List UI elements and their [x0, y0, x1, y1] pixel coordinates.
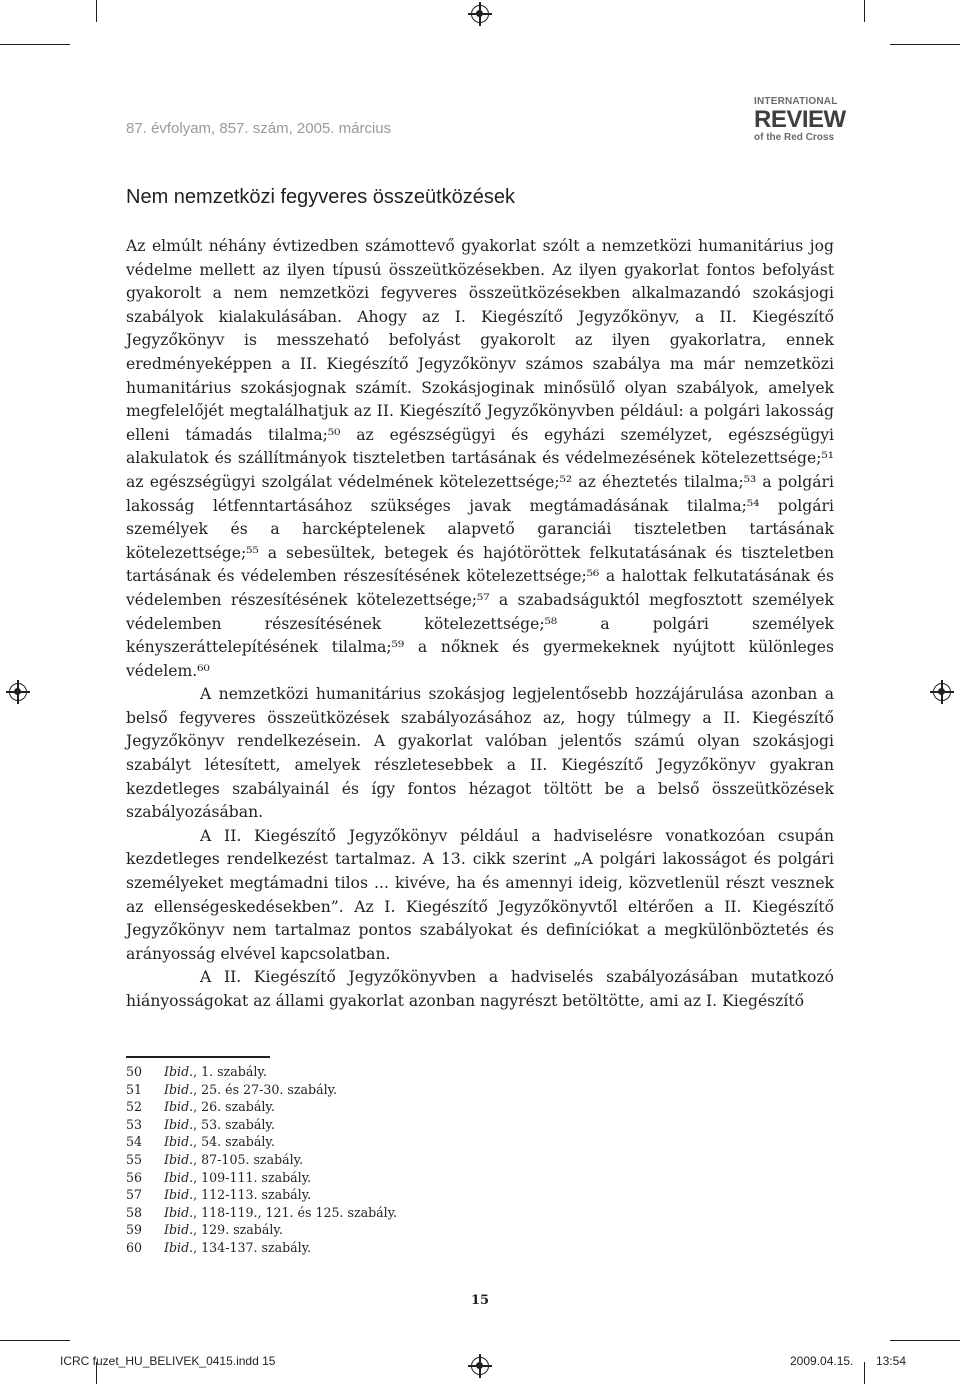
footnote [126, 1186, 397, 1204]
paragraph-1: Az elmúlt néhány évtizedben számottevő gyakorlat szólt a nemzetközi humanitárius jog védelme mellett az ilyen típusú összeütközésekben. Az ilyen gyakorlat fontos befolyást gyakorolt a nem nemzetközi fegyveres összeütközésekben alkalmazandó szokásjogi szabályok kialakulásában. Ahogy az I. Kiegészítő Jegyzőkönyv, a II. Kiegészítő Jegyzőkönyv is messzeható befolyást gyakorolt az ilyen gyakorlatra, ennek eredményeképpen a II. Kiegészítő Jegyzőkönyv számos szabálya ma már nemzetközi humanitárius szokásjognak számít. Szokásjoginak minősülő olyan szabályok, amelyek megfelelőjét megtalálhatjuk az II. Kiegészítő Jegyzőkönyvben például: a polgári lakosság elleni támadás tilalma;⁵⁰ az egészségügyi és egyházi személyzet, egészségügyi alakulatok és szállítmányok tiszteletben tartásának és védelmezésének kötelezettsége;⁵¹ az egészségügyi szolgálat védelmének kötelezettsége;⁵² az éheztetés tilalma;⁵³ a polgári lakosság létfenntartásához szükséges javak megtámadásának tilalma;⁵⁴ polgári személyek és a harcképtelenek alapvető garanciái tiszteletben tartásának kötelezettsége;⁵⁵ a sebesültek, betegek és hajótöröttek felkutatásának és tiszteletben tartásának és védelemben részesítésének kötelezettsége;⁵⁶ a halottak felkutatásának és védelemben részesítésének kötelezettsége;⁵⁷ a szabadságuktól megfosztott személyek védelemben részesítésének kötelezettsége;⁵⁸ a polgári személyek kényszeráttelepítésének tilalma;⁵⁹ a nőknek és gyermekeknek nyújtott különleges védelem.⁶⁰ [126, 237, 834, 680]
footnote [126, 1221, 397, 1239]
footnote-ibid: Ibid [164, 1134, 190, 1150]
footnote [126, 1063, 397, 1081]
crop-mark [890, 1340, 960, 1341]
footnote-number: 52 [126, 1099, 143, 1115]
issue-info: 87. évfolyam, 857. szám, 2005. március [126, 120, 392, 137]
slug-date: 2009.04.15. [790, 1354, 854, 1368]
footnote [126, 1169, 397, 1187]
footnote-ibid: Ibid [164, 1064, 190, 1079]
footnote [126, 1098, 397, 1116]
footnote-text: ., 26. szabály. [189, 1099, 275, 1115]
footnote-divider [126, 1056, 270, 1058]
body-text [126, 235, 834, 1014]
footnote-text: ., 53. szabály. [189, 1116, 275, 1132]
footnote-number: 50 [126, 1064, 143, 1079]
paragraph-4: A II. Kiegészítő Jegyzőkönyvben a hadviselés szabályozásában mutatkozó hiányosságokat az állami gyakorlat azonban nagyrészt betöltötte, ami az I. Kiegészítő [126, 968, 834, 1010]
footnote [126, 1116, 397, 1134]
crop-mark [0, 1340, 70, 1341]
registration-mark-icon [471, 5, 489, 23]
logo-line-2: REVIEW [754, 106, 846, 133]
paragraph-2: A nemzetközi humanitárius szokásjog legjelentősebb hozzájárulása azonban a belső fegyveres összeütközések szabályozásához az, hogy túlmegy a II. Kiegészítő Jegyzőkönyv rendelkezésein. A gyakorlat valóban jelentős számú olyan szokásjogi szabályt létesített, amelyek részletesebbek a II. Kiegészítő Jegyzőkönyv gyakran kezdetleges szabályainál és így fontos hézagot töltött be a belső összeütközések szabályozásában. [126, 685, 834, 822]
footnote-number: 55 [126, 1151, 143, 1167]
crop-mark [96, 0, 97, 22]
footnote-number: 54 [126, 1134, 143, 1150]
slug-time: 13:54 [876, 1354, 907, 1368]
footnote-ibid: Ibid [164, 1099, 190, 1115]
footnote-ibid: Ibid [164, 1239, 190, 1255]
footnote [126, 1081, 397, 1099]
footnote [126, 1151, 397, 1169]
footnote-number: 56 [126, 1169, 143, 1185]
footnote-ibid: Ibid [164, 1151, 190, 1167]
footnote-number: 53 [126, 1116, 143, 1132]
footnote-text: ., 109-111. szabály. [189, 1169, 312, 1185]
page-number: 15 [470, 1293, 490, 1308]
crop-mark [0, 44, 70, 45]
footnote-ibid: Ibid [164, 1204, 190, 1220]
footnote [126, 1239, 397, 1257]
footnote [126, 1204, 397, 1222]
footnote-text: ., 129. szabály. [189, 1222, 283, 1238]
footnote-ibid: Ibid [164, 1169, 190, 1185]
crop-mark [864, 0, 865, 22]
footnote-text: ., 112-113. szabály. [189, 1187, 312, 1203]
crop-mark [864, 1362, 865, 1384]
footnote-text: ., 118-119., 121. és 125. szabály. [189, 1204, 398, 1220]
slug-filename: ICRC fuzet_HU_BELIVEK_0415.indd 15 [60, 1354, 276, 1368]
footnote-text: ., 25. és 27-30. szabály. [189, 1081, 338, 1097]
footnote-number: 57 [126, 1187, 143, 1203]
footnote-number: 60 [126, 1239, 143, 1255]
registration-mark-icon [9, 683, 27, 701]
footnote-ibid: Ibid [164, 1116, 190, 1132]
footnotes [126, 1063, 397, 1257]
footnote-text: ., 1. szabály. [189, 1064, 267, 1079]
section-title: Nem nemzetközi fegyveres összeütközések [126, 186, 516, 208]
footnote-number: 58 [126, 1204, 143, 1220]
footnote-text: ., 134-137. szabály. [189, 1239, 312, 1255]
footnote-ibid: Ibid [164, 1222, 190, 1238]
footnote-number: 51 [126, 1081, 143, 1097]
logo-line-1: INTERNATIONAL [754, 96, 838, 107]
footnote [126, 1133, 397, 1151]
footnote-ibid: Ibid [164, 1081, 190, 1097]
registration-mark-icon [933, 683, 951, 701]
logo-line-3: of the Red Cross [754, 132, 835, 143]
registration-mark-icon [471, 1357, 489, 1375]
footnote-number: 59 [126, 1222, 143, 1238]
footnote-text: ., 54. szabály. [189, 1134, 275, 1150]
crop-mark [890, 44, 960, 45]
journal-logo [754, 96, 846, 143]
footnote-ibid: Ibid [164, 1187, 190, 1203]
footnote-text: ., 87-105. szabály. [189, 1151, 304, 1167]
paragraph-3: A II. Kiegészítő Jegyzőkönyv például a hadviselésre vonatkozóan csupán kezdetleges rendelkezést tartalmaz. A 13. cikk szerint „A polgári lakosságot és polgári személyeket megtámadni tilos ... kivéve, ha és amennyi ideig, közvetlenül részt vesznek az ellenségeskedésekben”. Az I. Kiegészítő Jegyzőkönyvtől eltérően a II. Kiegészítő Jegyzőkönyv nem tartalmaz pontos szabályokat és definíciókat a megkülönböztetés és arányosság elvével kapcsolatban. [126, 826, 834, 963]
